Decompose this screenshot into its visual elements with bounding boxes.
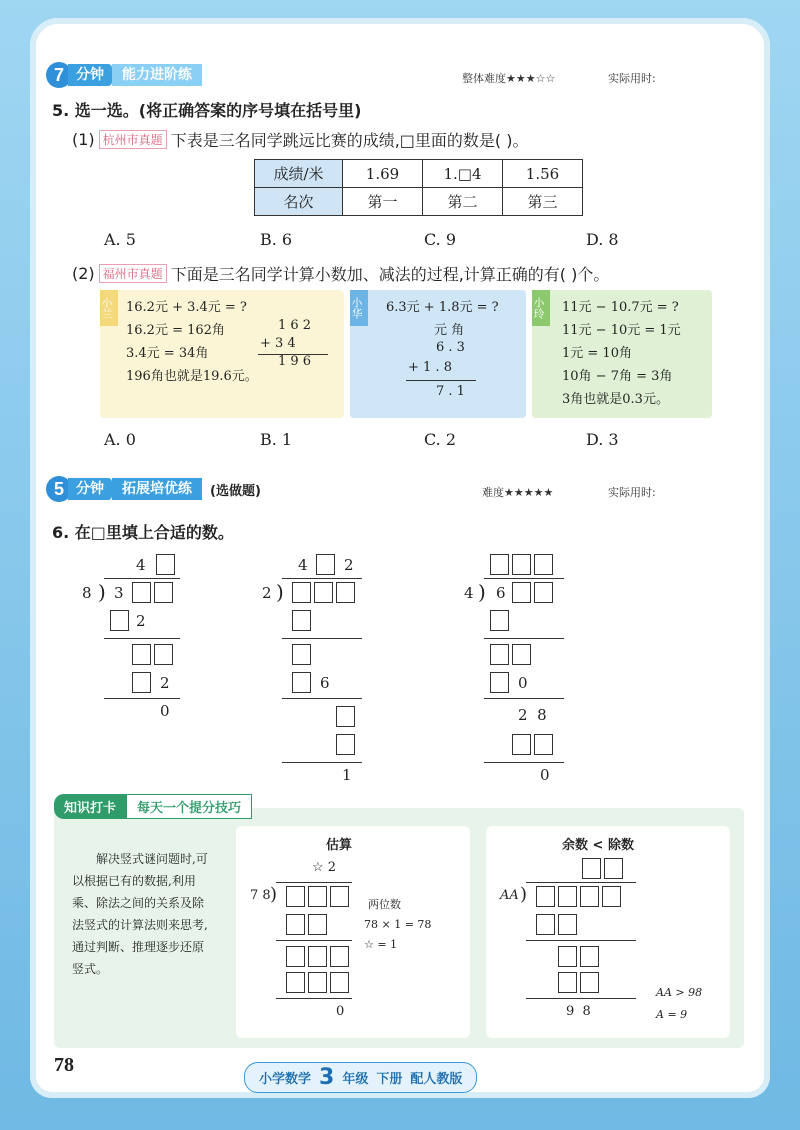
answer-box[interactable]: [132, 672, 151, 693]
partial-dividend: 2 8: [518, 706, 547, 724]
table-cell: 第三: [503, 188, 583, 216]
answer-box: [286, 914, 305, 935]
grade-number: 3: [319, 1065, 335, 1090]
table-cell: 1.69: [343, 160, 423, 188]
answer-box[interactable]: [512, 734, 531, 755]
division-bar: [282, 578, 362, 579]
quotient-digit: 4: [136, 556, 146, 574]
answer-box[interactable]: [292, 672, 311, 693]
answer-box: [308, 886, 327, 907]
answer-box[interactable]: [512, 554, 531, 575]
division-problem-3: [462, 552, 592, 792]
option-b[interactable]: B. 6: [260, 230, 293, 249]
section-minutes-label: 分钟: [68, 478, 112, 500]
answer-box[interactable]: [154, 582, 173, 603]
answer-box: [286, 946, 305, 967]
answer-box[interactable]: [336, 734, 355, 755]
tip-card-remainder: [486, 826, 730, 1038]
quotient-hint: ☆ 2: [312, 860, 337, 875]
answer-box[interactable]: [110, 610, 129, 631]
source-tag: 福州市真题: [99, 264, 167, 283]
dividend-digit: 6: [496, 584, 506, 602]
answer-box[interactable]: [316, 554, 335, 575]
answer-box: [308, 946, 327, 967]
subtrahend-digit: 0: [518, 674, 528, 692]
answer-box: [330, 972, 349, 993]
annotation: 78 × 1 = 78: [364, 918, 432, 931]
dividend-digit: 3: [114, 584, 124, 602]
subtraction-line: [276, 998, 352, 999]
answer-box: [580, 946, 599, 967]
section-7-header: [46, 62, 202, 88]
answer-box: [536, 886, 555, 907]
term: 下册: [376, 1072, 403, 1087]
card-line: 11元 − 10元 = 1元: [562, 323, 681, 338]
division-bar: [276, 882, 352, 883]
answer-box: [558, 946, 577, 967]
workbook-page: [30, 18, 770, 1098]
part-number: (2): [72, 264, 95, 283]
table-cell: 1.56: [503, 160, 583, 188]
division-bracket: ): [478, 580, 486, 604]
answer-box[interactable]: [512, 582, 531, 603]
answer-box: [558, 914, 577, 935]
subtrahend-digit: 6: [320, 674, 330, 692]
student-card-xiaohua: [350, 290, 526, 418]
subtrahend-digit: 2: [136, 612, 146, 630]
vertical-calc-line: 6 . 3: [436, 340, 465, 355]
quotient-digit: 4: [298, 556, 308, 574]
card-line: 10角 − 7角 = 3角: [562, 369, 673, 384]
answer-box: [580, 886, 599, 907]
book-info-footer: [244, 1062, 477, 1093]
table-cell: 1.□4: [423, 160, 503, 188]
quotient-digit: 2: [344, 556, 354, 574]
subtraction-line: [484, 762, 564, 763]
option-d[interactable]: D. 8: [586, 230, 619, 249]
grade-label: 年级: [342, 1072, 369, 1087]
subtraction-line: [282, 638, 362, 639]
divisor: AA: [500, 888, 519, 903]
answer-box: [330, 946, 349, 967]
section-minutes-label: 分钟: [68, 64, 112, 86]
card-line: 6.3元 + 1.8元 = ?: [386, 300, 499, 315]
annotation: AA > 98: [656, 986, 703, 999]
remainder: 0: [160, 702, 170, 720]
subtraction-line: [526, 940, 636, 941]
answer-box: [602, 886, 621, 907]
edition: 配人教版: [410, 1072, 463, 1087]
answer-box[interactable]: [156, 554, 175, 575]
tip-card-title: 估算: [326, 838, 353, 853]
tip-card-title: 余数 < 除数: [562, 838, 634, 853]
answer-box: [558, 972, 577, 993]
answer-box[interactable]: [490, 554, 509, 575]
student-card-xiaoling: [532, 290, 712, 418]
tip-badge: 知识打卡: [54, 794, 126, 819]
student-name: 小华: [350, 290, 368, 326]
vertical-calc-line: 7 . 1: [436, 384, 465, 399]
remainder: 0: [336, 1004, 345, 1019]
question-6-title: 6. 在□里填上合适的数。: [52, 523, 234, 542]
divisor: 2: [262, 584, 272, 602]
tip-card-estimate: [236, 826, 470, 1038]
card-line: 3.4元 = 34角: [126, 346, 209, 361]
answer-box[interactable]: [314, 582, 333, 603]
table-row: [255, 188, 583, 216]
divisor: 7 8: [250, 888, 271, 903]
time-used-label: 实际用时:: [608, 72, 656, 85]
division-bar: [526, 882, 636, 883]
question-5-2: [72, 262, 609, 285]
subtraction-line: [104, 698, 180, 699]
remainder: 9 8: [566, 1004, 591, 1019]
card-line: 16.2元 = 162角: [126, 323, 225, 338]
remainder: 0: [540, 766, 550, 784]
option-c[interactable]: C. 9: [424, 230, 457, 249]
answer-box[interactable]: [490, 610, 509, 631]
option-c[interactable]: C. 2: [424, 430, 457, 449]
subtraction-line: [104, 638, 180, 639]
subtraction-line: [484, 638, 564, 639]
source-tag: 杭州市真题: [99, 130, 167, 149]
answer-box: [558, 886, 577, 907]
subtraction-line: [484, 698, 564, 699]
remainder: 1: [342, 766, 352, 784]
answer-box[interactable]: [132, 644, 151, 665]
division-bracket: ): [98, 580, 106, 604]
answer-box[interactable]: [292, 644, 311, 665]
difficulty-rating: 难度★★★★★: [482, 486, 554, 499]
student-card-xiaolan: [100, 290, 344, 418]
subtraction-line: [276, 940, 352, 941]
card-line: 11元 − 10.7元 = ?: [562, 300, 679, 315]
card-line: 196角也就是19.6元。: [126, 369, 258, 384]
answer-box: [582, 858, 601, 879]
tip-header: [54, 794, 252, 819]
section-title: 能力进阶练: [112, 64, 202, 86]
answer-box[interactable]: [292, 610, 311, 631]
option-a[interactable]: A. 5: [104, 230, 136, 249]
page-number: 78: [54, 1054, 74, 1076]
answer-box: [286, 886, 305, 907]
card-line: 3角也就是0.3元。: [562, 392, 669, 407]
division-problem-1: [74, 552, 194, 732]
card-line: 16.2元 + 3.4元 = ?: [126, 300, 247, 315]
subtraction-line: [282, 698, 362, 699]
section-number: 7: [46, 62, 72, 88]
answer-box[interactable]: [512, 644, 531, 665]
optional-note: (选做题): [210, 483, 261, 499]
table-cell: 第二: [423, 188, 503, 216]
part-number: (1): [72, 130, 95, 149]
annotation: A = 9: [656, 1008, 688, 1021]
section-title: 拓展培优练: [112, 478, 202, 500]
answer-box[interactable]: [336, 706, 355, 727]
answer-box[interactable]: [292, 582, 311, 603]
card-line: 1元 = 10角: [562, 346, 632, 361]
option-a[interactable]: A. 0: [104, 430, 136, 449]
section-number: 5: [46, 476, 72, 502]
score-table: [254, 159, 583, 216]
answer-box[interactable]: [336, 582, 355, 603]
division-bracket: ): [270, 884, 278, 905]
divisor: 4: [464, 584, 474, 602]
answer-box[interactable]: [132, 582, 151, 603]
division-bar: [484, 578, 564, 579]
annotation: 两位数: [368, 898, 401, 911]
difficulty-rating: 整体难度★★★☆☆: [462, 72, 556, 85]
answer-box: [580, 972, 599, 993]
knowledge-tip-panel: [54, 801, 744, 1048]
division-bar: [104, 578, 180, 579]
section-5-header: [46, 476, 261, 502]
answer-box[interactable]: [490, 672, 509, 693]
table-cell: 第一: [343, 188, 423, 216]
answer-box[interactable]: [490, 644, 509, 665]
subtraction-line: [526, 998, 636, 999]
answer-box: [604, 858, 623, 879]
division-bracket: ): [276, 580, 284, 604]
division-bracket: ): [520, 884, 528, 905]
answer-box[interactable]: [534, 554, 553, 575]
answer-box: [536, 914, 555, 935]
question-text: 下表是三名同学跳远比赛的成绩,□里面的数是( )。: [170, 131, 529, 150]
division-problem-2: [258, 552, 378, 792]
vertical-calc-line: 1 9 6: [278, 354, 312, 369]
question-text: 下面是三名同学计算小数加、减法的过程,计算正确的有( )个。: [170, 265, 610, 284]
table-row: [255, 160, 583, 188]
question-5-1: [72, 128, 528, 151]
answer-box: [330, 886, 349, 907]
answer-box[interactable]: [154, 644, 173, 665]
subject: 小学数学: [259, 1072, 312, 1087]
table-cell: 成绩/米: [255, 160, 343, 188]
answer-box[interactable]: [534, 734, 553, 755]
vertical-calc-line: 1 6 2: [278, 318, 312, 333]
annotation: ☆ = 1: [364, 938, 398, 951]
tip-title: 每天一个提分技巧: [126, 794, 252, 819]
tip-text: 解决竖式谜问题时,可以根据已有的数据,利用乘、除法之间的关系及除法竖式的计算法则来思考,通过判断、推理逐步还原竖式。: [72, 852, 208, 976]
subtrahend-digit: 2: [160, 674, 170, 692]
answer-box[interactable]: [534, 582, 553, 603]
vertical-calc-line: + 3 4: [260, 336, 296, 351]
vertical-calc-line: + 1 . 8: [408, 360, 452, 375]
time-used-label: 实际用时:: [608, 486, 656, 499]
answer-box: [308, 914, 327, 935]
card-line: 元 角: [434, 323, 465, 338]
subtraction-line: [282, 762, 362, 763]
table-cell: 名次: [255, 188, 343, 216]
divisor: 8: [82, 584, 92, 602]
option-d[interactable]: D. 3: [586, 430, 619, 449]
option-b[interactable]: B. 1: [260, 430, 293, 449]
student-name: 小玲: [532, 290, 550, 326]
answer-box: [286, 972, 305, 993]
question-5-title: 5. 选一选。(将正确答案的序号填在括号里): [52, 101, 362, 120]
student-name: 小兰: [100, 290, 118, 326]
answer-box: [308, 972, 327, 993]
